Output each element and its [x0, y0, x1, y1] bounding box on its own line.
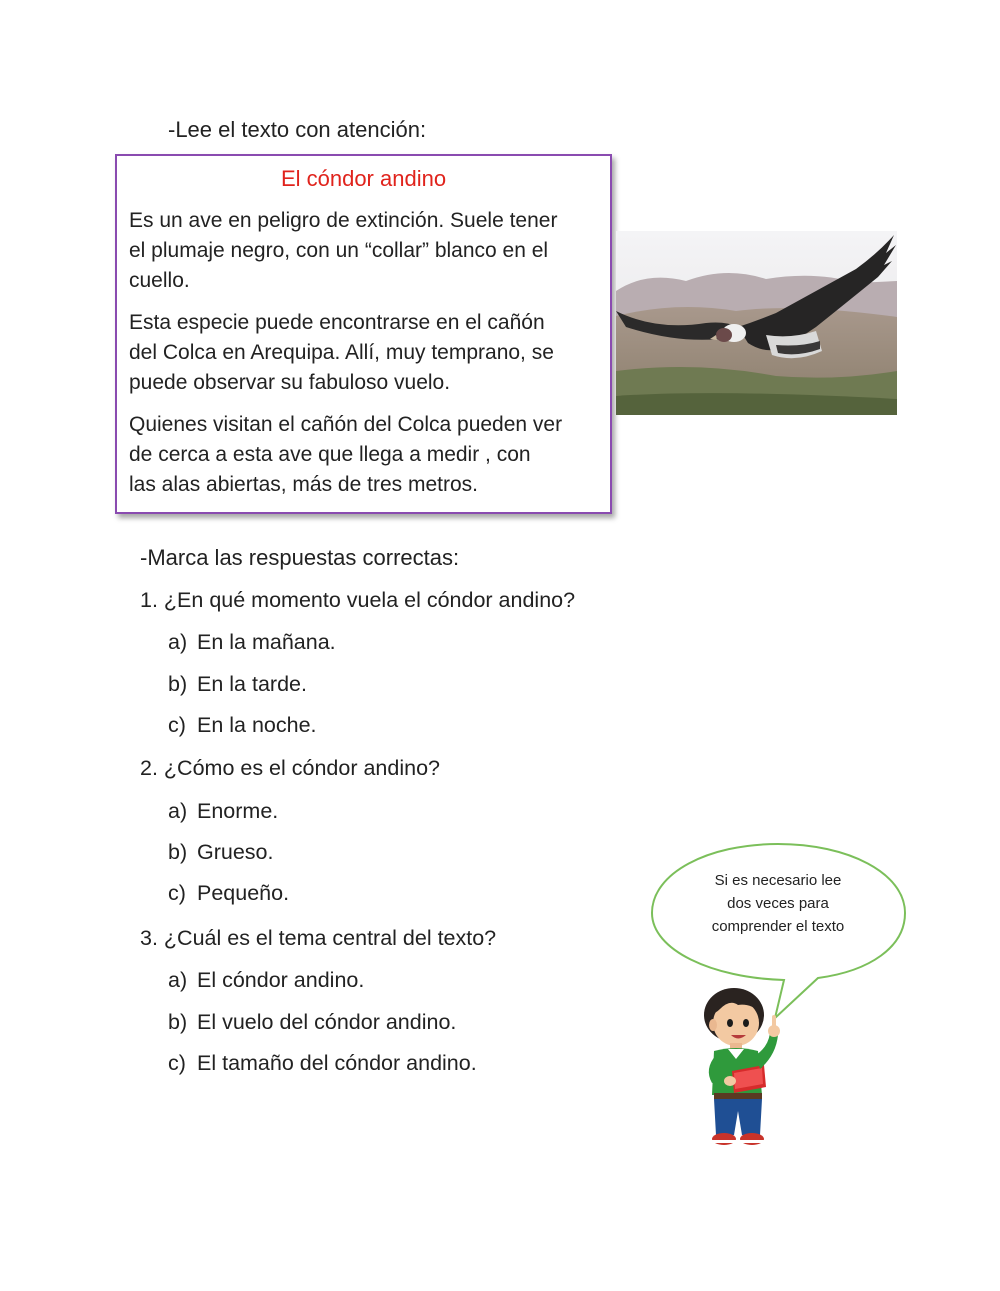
mark-instruction: -Marca las respuestas correctas:: [140, 545, 460, 570]
reading-title: El cóndor andino: [280, 166, 447, 191]
question-text: ¿Cómo es el cóndor andino?: [163, 756, 440, 780]
paragraph-1: [129, 206, 599, 296]
option-letter: c): [168, 1051, 186, 1075]
option-3b[interactable]: [168, 1010, 456, 1035]
option-letter: a): [168, 968, 188, 992]
boy-illustration: [690, 985, 800, 1150]
option-text: En la tarde.: [197, 672, 307, 696]
option-text: El vuelo del cóndor andino.: [197, 1010, 457, 1034]
option-text: Grueso.: [197, 840, 274, 864]
paragraph-2: [129, 308, 599, 398]
question-number: 3.: [140, 926, 158, 950]
paragraph-line: el plumaje negro, con un “collar” blanco en el: [129, 239, 549, 262]
option-text: El tamaño del cóndor andino.: [197, 1051, 477, 1075]
option-text: Enorme.: [197, 799, 279, 823]
option-letter: b): [168, 1010, 188, 1034]
paragraph-line: las alas abiertas, más de tres metros.: [129, 473, 478, 496]
bubble-text: [678, 869, 878, 938]
option-3a[interactable]: [168, 968, 364, 993]
option-2a[interactable]: [168, 799, 278, 824]
option-letter: b): [168, 672, 188, 696]
paragraph-line: puede observar su fabuloso vuelo.: [129, 371, 451, 394]
option-2b[interactable]: [168, 840, 273, 865]
option-1a[interactable]: [168, 630, 336, 655]
option-letter: c): [168, 713, 186, 737]
option-text: El cóndor andino.: [197, 968, 365, 992]
option-2c[interactable]: [168, 881, 289, 906]
paragraph-line: Esta especie puede encontrarse en el cañón: [129, 311, 545, 334]
paragraph-line: del Colca en Arequipa. Allí, muy temprano, se: [129, 341, 554, 364]
option-text: Pequeño.: [197, 881, 290, 905]
question-number: 1.: [140, 588, 158, 612]
option-letter: c): [168, 881, 186, 905]
paragraph-line: de cerca a esta ave que llega a medir , con: [129, 443, 531, 466]
option-1c[interactable]: [168, 713, 317, 738]
reading-box: [115, 154, 612, 514]
bubble-line: Si es necesario lee: [714, 872, 842, 889]
option-1b[interactable]: [168, 672, 307, 697]
option-letter: a): [168, 799, 188, 823]
option-letter: a): [168, 630, 188, 654]
bubble-line: dos veces para: [727, 895, 829, 912]
question-text: ¿En qué momento vuela el cóndor andino?: [163, 588, 576, 612]
question-number: 2.: [140, 756, 158, 780]
bubble-line: comprender el texto: [711, 918, 845, 935]
paragraph-line: Es un ave en peligro de extinción. Suele tener: [129, 209, 558, 232]
question-text: ¿Cuál es el tema central del texto?: [163, 926, 497, 950]
condor-photo: [616, 231, 897, 415]
question-1: [140, 588, 575, 613]
question-2: [140, 756, 440, 781]
paragraph-line: cuello.: [129, 269, 190, 292]
question-3: [140, 926, 496, 951]
read-instruction: -Lee el texto con atención:: [168, 117, 427, 142]
option-text: En la mañana.: [197, 630, 336, 654]
paragraph-line: Quienes visitan el cañón del Colca pueden ver: [129, 413, 563, 436]
option-letter: b): [168, 840, 188, 864]
option-3c[interactable]: [168, 1051, 477, 1076]
paragraph-3: [129, 410, 599, 500]
option-text: En la noche.: [197, 713, 317, 737]
